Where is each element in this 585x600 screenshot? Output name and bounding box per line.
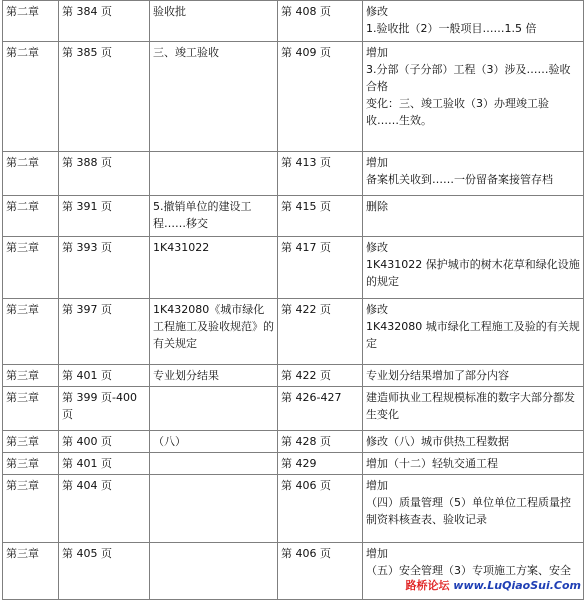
old-page-cell: 第 388 页 xyxy=(59,152,150,196)
old-content-cell xyxy=(150,475,278,543)
change-line: 备案机关收到……一份留备案接管存档 xyxy=(366,173,553,186)
table-row xyxy=(3,42,584,152)
chapter-cell: 第二章 xyxy=(3,1,59,42)
change-cell xyxy=(363,196,584,237)
old-page-cell: 第 393 页 xyxy=(59,237,150,299)
table-row xyxy=(3,387,584,431)
change-cell xyxy=(363,299,584,365)
chapter-cell: 第三章 xyxy=(3,365,59,387)
old-content-cell xyxy=(150,237,278,299)
change-line: （五）安全管理（3）专项施工方案、安全 xyxy=(366,564,571,577)
old-content-cell xyxy=(150,152,278,196)
change-line: 1K432080 城市绿化工程施工及验的有关规定 xyxy=(366,320,580,350)
new-page-cell: 第 422 页 xyxy=(278,299,363,365)
old-content-cell xyxy=(150,543,278,600)
table-row xyxy=(3,237,584,299)
old-content-line: 1K431022 xyxy=(153,241,210,254)
change-line: 1.验收批（2）一般项目……1.5 倍 xyxy=(366,22,537,35)
old-page-cell: 第 405 页 xyxy=(59,543,150,600)
table-row xyxy=(3,196,584,237)
chapter-cell: 第三章 xyxy=(3,475,59,543)
change-cell xyxy=(363,431,584,453)
change-cell xyxy=(363,475,584,543)
new-page-cell: 第 417 页 xyxy=(278,237,363,299)
table-row xyxy=(3,1,584,42)
old-page-cell: 第 401 页 xyxy=(59,365,150,387)
change-line: （四）质量管理（5）单位单位工程质量控制资料核查表、验收记录 xyxy=(366,496,571,526)
change-line: 3.分部（子分部）工程（3）涉及……验收合格 xyxy=(366,63,571,93)
change-line: 增加 xyxy=(366,46,388,59)
changes-table xyxy=(2,0,584,600)
old-page-cell: 第 400 页 xyxy=(59,431,150,453)
new-page-cell: 第 422 页 xyxy=(278,365,363,387)
old-page-cell: 第 391 页 xyxy=(59,196,150,237)
table-row xyxy=(3,475,584,543)
change-line: 增加 xyxy=(366,547,388,560)
change-line: 修改 xyxy=(366,5,388,18)
chapter-cell: 第二章 xyxy=(3,42,59,152)
change-line: 修改 xyxy=(366,303,388,316)
old-page-cell: 第 385 页 xyxy=(59,42,150,152)
new-page-cell: 第 428 页 xyxy=(278,431,363,453)
old-page-cell: 第 397 页 xyxy=(59,299,150,365)
chapter-cell: 第二章 xyxy=(3,196,59,237)
change-line: 专业划分结果增加了部分内容 xyxy=(366,369,509,382)
change-line: 修改（八）城市供热工程数据 xyxy=(366,435,509,448)
change-cell xyxy=(363,453,584,475)
change-cell xyxy=(363,387,584,431)
change-cell xyxy=(363,42,584,152)
old-page-cell: 第 404 页 xyxy=(59,475,150,543)
chapter-cell: 第三章 xyxy=(3,299,59,365)
old-content-line: 专业划分结果 xyxy=(153,369,219,382)
new-page-cell: 第 429 xyxy=(278,453,363,475)
old-page-cell: 第 384 页 xyxy=(59,1,150,42)
change-cell xyxy=(363,152,584,196)
watermark-url: www.LuQiaoSui.Com xyxy=(453,579,581,592)
table-body xyxy=(3,1,584,600)
change-cell xyxy=(363,1,584,42)
table-row xyxy=(3,431,584,453)
old-content-line: 三、竣工验收 xyxy=(153,46,219,59)
table-row xyxy=(3,299,584,365)
old-content-line: 验收批 xyxy=(153,5,186,18)
old-content-cell xyxy=(150,453,278,475)
change-line: 增加（十二）轻轨交通工程 xyxy=(366,457,498,470)
new-page-cell: 第 413 页 xyxy=(278,152,363,196)
chapter-cell: 第二章 xyxy=(3,152,59,196)
change-line: 增加 xyxy=(366,156,388,169)
change-line: 变化：三、竣工验收（3）办理竣工验收……生效。 xyxy=(366,97,549,127)
chapter-cell: 第三章 xyxy=(3,237,59,299)
table-row xyxy=(3,152,584,196)
old-page-cell: 第 401 页 xyxy=(59,453,150,475)
chapter-cell: 第三章 xyxy=(3,387,59,431)
change-line: 建造师执业工程规模标准的数字大部分都发生变化 xyxy=(366,391,575,421)
table-row xyxy=(3,365,584,387)
watermark-cn: 路桥论坛 xyxy=(405,579,450,592)
old-content-line: 5.撤销单位的建设工程……移交 xyxy=(153,200,252,230)
old-content-cell xyxy=(150,431,278,453)
old-content-cell xyxy=(150,299,278,365)
old-content-line: 1K432080《城市绿化工程施工及验收规范》的有关规定 xyxy=(153,303,274,350)
new-page-cell: 第 406 页 xyxy=(278,475,363,543)
old-content-cell xyxy=(150,196,278,237)
old-content-cell xyxy=(150,42,278,152)
old-page-cell: 第 399 页-400页 xyxy=(59,387,150,431)
old-content-cell xyxy=(150,387,278,431)
chapter-cell: 第三章 xyxy=(3,431,59,453)
chapter-cell: 第三章 xyxy=(3,543,59,600)
change-line: 增加 xyxy=(366,479,388,492)
chapter-cell: 第三章 xyxy=(3,453,59,475)
change-cell xyxy=(363,365,584,387)
change-line: 修改 xyxy=(366,241,388,254)
site-watermark xyxy=(405,577,581,593)
old-content-line: （八） xyxy=(153,435,186,448)
old-content-cell xyxy=(150,365,278,387)
new-page-cell: 第 406 页 xyxy=(278,543,363,600)
change-cell xyxy=(363,237,584,299)
change-line: 删除 xyxy=(366,200,388,213)
new-page-cell: 第 409 页 xyxy=(278,42,363,152)
old-content-cell xyxy=(150,1,278,42)
new-page-cell: 第 426-427 xyxy=(278,387,363,431)
new-page-cell: 第 415 页 xyxy=(278,196,363,237)
change-line: 1K431022 保护城市的树木花草和绿化设施的规定 xyxy=(366,258,580,288)
table-row xyxy=(3,453,584,475)
new-page-cell: 第 408 页 xyxy=(278,1,363,42)
